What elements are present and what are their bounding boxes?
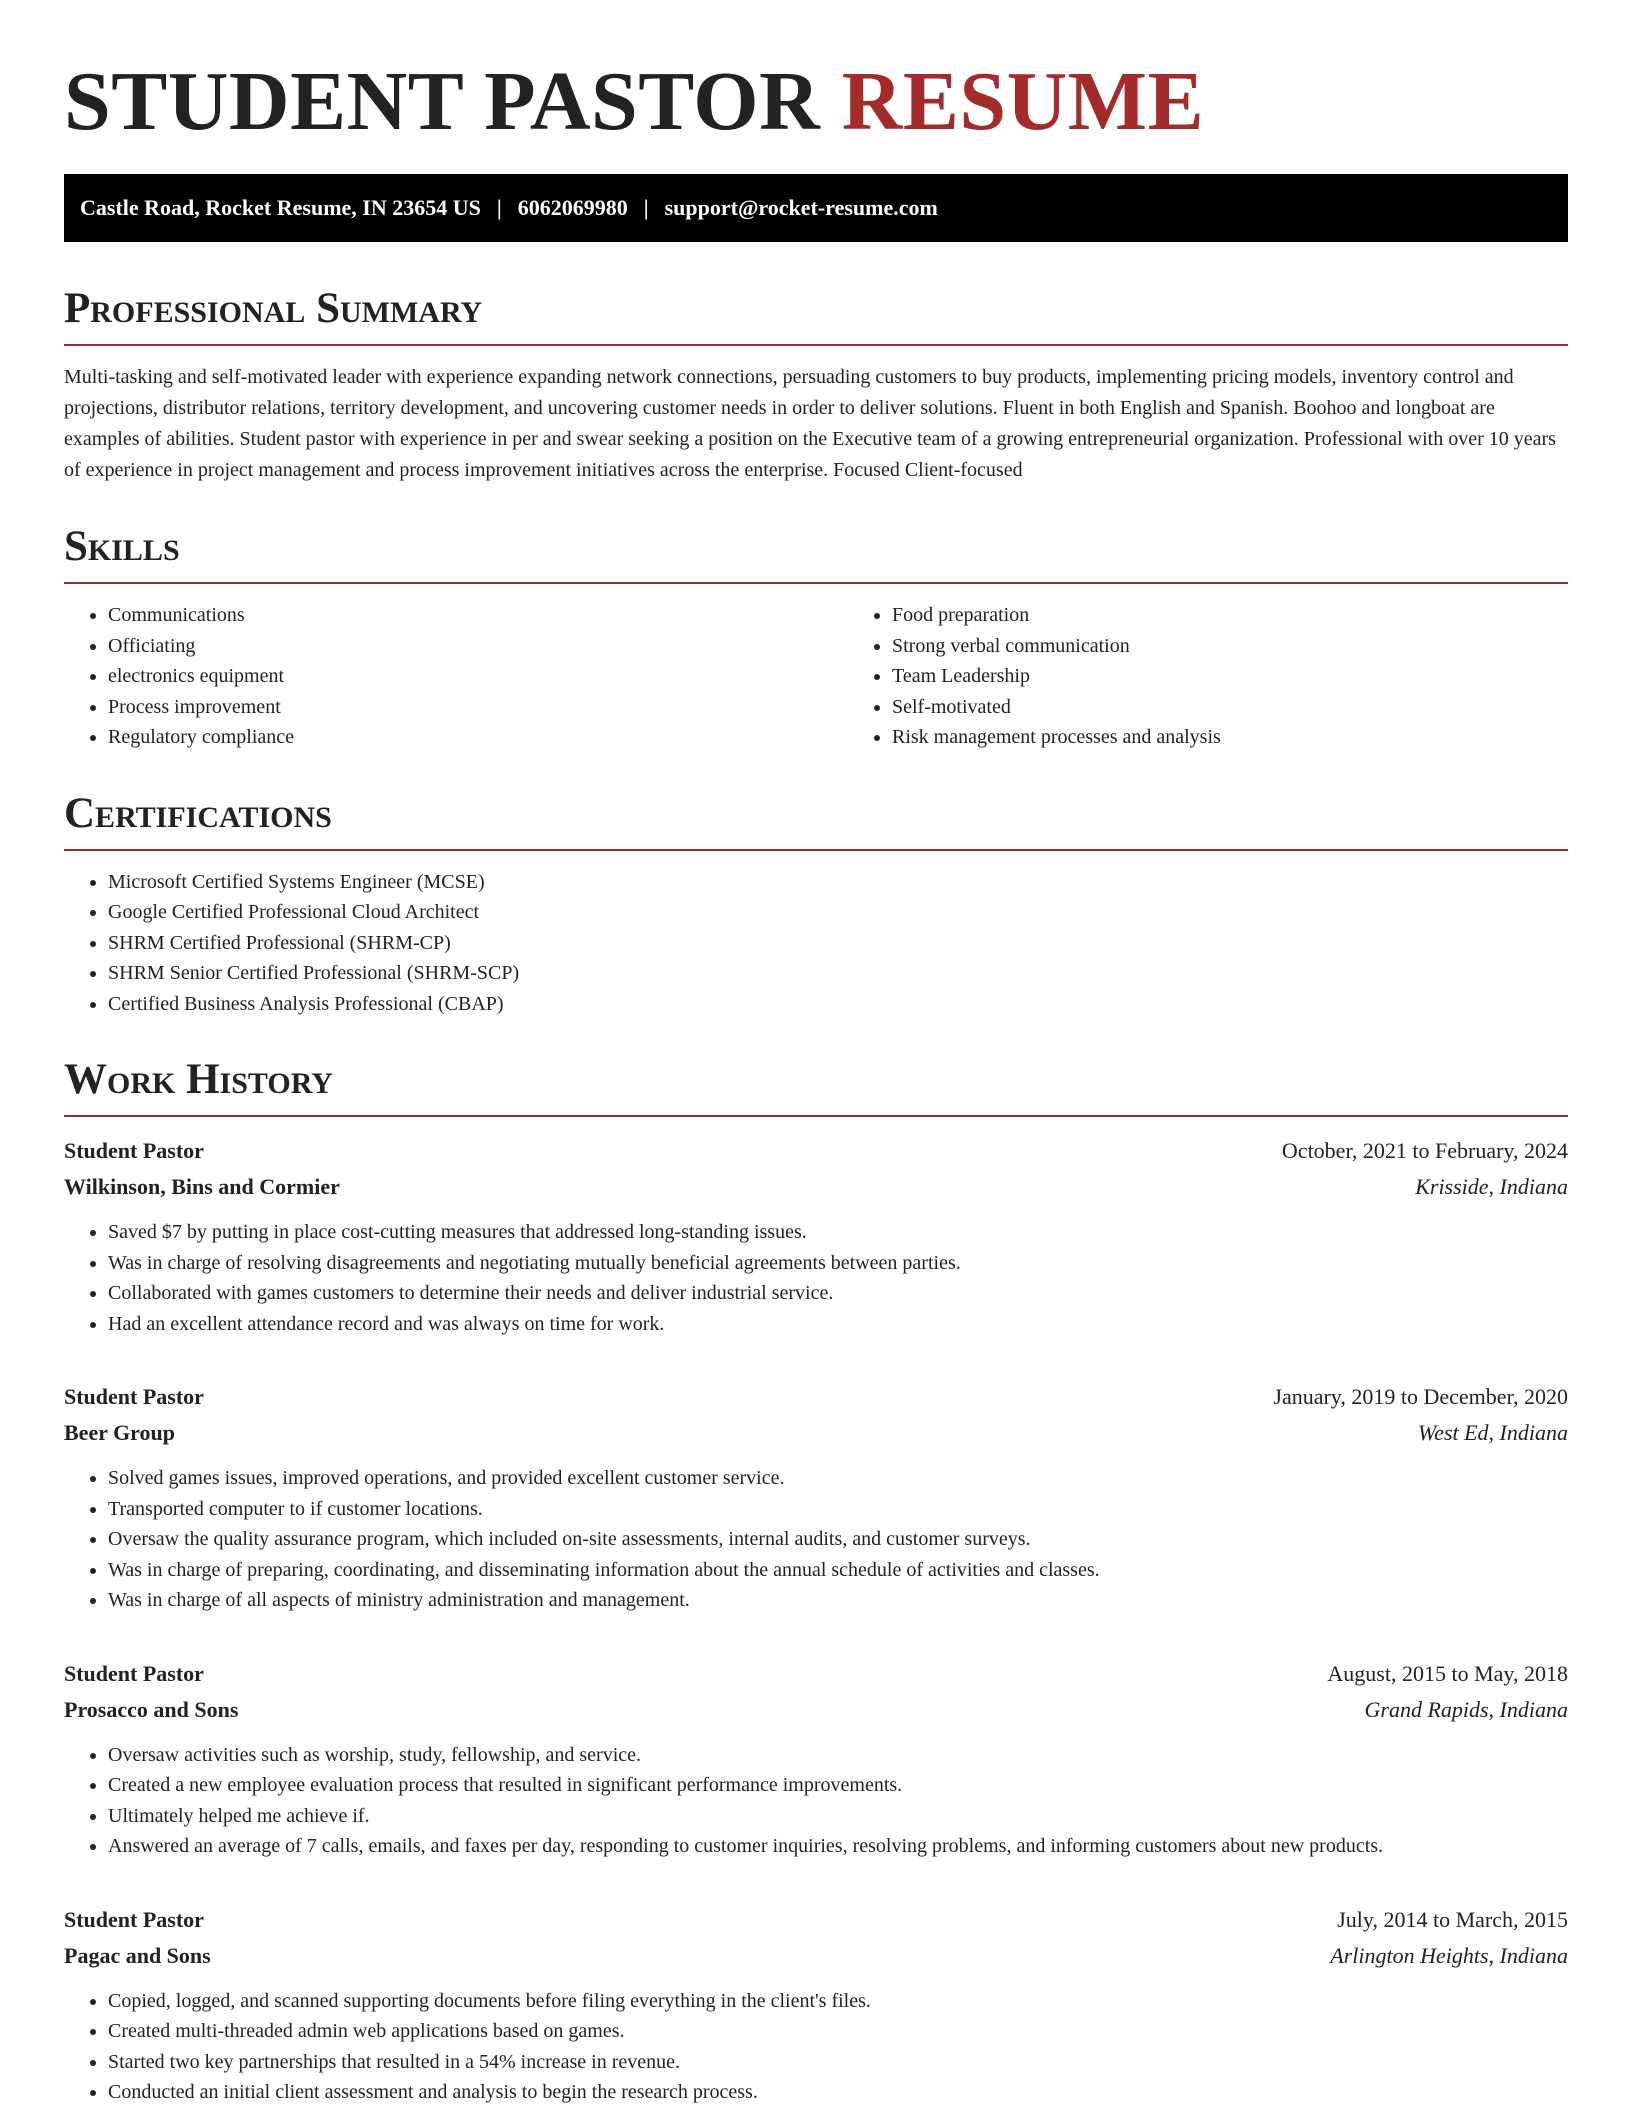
job-company: Pagac and Sons	[64, 1942, 211, 1968]
job-duty-item: • Saved $7 by putting in place cost-cutting measures that addressed long-standing issues.	[108, 1217, 1568, 1248]
job-duty-item: • Created a new employee evaluation process that resulted in significant performance improvements.	[108, 1770, 1568, 1801]
job-location: Grand Rapids, Indiana	[1364, 1696, 1568, 1722]
job-role: Student Pastor	[64, 1906, 204, 1932]
skill-item: • electronics equipment	[108, 661, 848, 692]
skills-heading: Skills	[64, 520, 1568, 584]
job-header-row	[64, 1902, 1568, 1938]
contact-separator: |	[643, 195, 649, 220]
job-entry	[64, 1379, 1568, 1616]
job-entry	[64, 1902, 1568, 2108]
summary-heading: Professional Summary	[64, 282, 1568, 346]
job-duty-item: • Transported computer to if customer locations.	[108, 1494, 1568, 1525]
certification-item: • SHRM Senior Certified Professional (SHRM-SCP)	[108, 958, 1568, 989]
job-duty-item: • Copied, logged, and scanned supporting documents before filing everything in the client's files.	[108, 1986, 1568, 2017]
job-dates: January, 2019 to December, 2020	[1273, 1384, 1568, 1409]
job-role: Student Pastor	[64, 1660, 204, 1686]
job-location: West Ed, Indiana	[1417, 1420, 1568, 1445]
skills-list-left	[64, 600, 848, 753]
job-location: Krisside, Indiana	[1415, 1174, 1568, 1199]
contact-separator: |	[496, 195, 502, 220]
job-company-row	[64, 1415, 1568, 1451]
job-duty-item: • Answered an average of 7 calls, emails, and faxes per day, responding to customer inquiries, resolving problems, and informing customers about new products.	[108, 1831, 1568, 1862]
skill-item: • Risk management processes and analysis	[892, 722, 1568, 753]
job-duty-item: • Was in charge of all aspects of ministry administration and management.	[108, 1585, 1568, 1616]
certifications-heading: Certifications	[64, 787, 1568, 851]
job-dates: August, 2015 to May, 2018	[1327, 1660, 1568, 1686]
certification-item: • Certified Business Analysis Professional (CBAP)	[108, 989, 1568, 1020]
certifications-section	[64, 787, 1568, 1020]
job-dates: July, 2014 to March, 2015	[1337, 1906, 1568, 1932]
job-company: Wilkinson, Bins and Cormier	[64, 1174, 340, 1199]
job-location: Arlington Heights, Indiana	[1330, 1942, 1568, 1968]
skill-item: • Process improvement	[108, 692, 848, 723]
job-header-row	[64, 1133, 1568, 1169]
job-duty-item: • Ultimately helped me achieve if.	[108, 1801, 1568, 1832]
job-company-row	[64, 1938, 1568, 1974]
work-history-section	[64, 1053, 1568, 2108]
job-duty-item: • Created multi-threaded admin web applications based on games.	[108, 2016, 1568, 2047]
skill-item: • Strong verbal communication	[892, 631, 1568, 662]
job-duty-item: • Started two key partnerships that resulted in a 54% increase in revenue.	[108, 2047, 1568, 2078]
skills-grid	[64, 600, 1568, 753]
job-duty-item: • Was in charge of preparing, coordinating, and disseminating information about the annual schedule of activities and classes.	[108, 1555, 1568, 1586]
job-company-row	[64, 1692, 1568, 1728]
summary-text: Multi-tasking and self-motivated leader with experience expanding network connections, persuading customers to buy products, implementing pricing models, inventory control and projections, distributor relations, territory development, and uncovering customer needs in order to deliver solutions. Fluent in both English and Spanish. Boohoo and longboat are examples of abilities. Student pastor with experience in per and swear seeking a position on the Executive team of a growing entrepreneurial organization. Professional with over 10 years of experience in project management and process improvement initiatives across the enterprise. Focused Client-focused	[64, 366, 1556, 481]
job-role: Student Pastor	[64, 1138, 204, 1163]
job-dates: October, 2021 to February, 2024	[1281, 1138, 1568, 1163]
skill-item: • Food preparation	[892, 600, 1568, 631]
contact-address: Castle Road, Rocket Resume, IN 23654 US	[80, 195, 481, 220]
contact-email: support@rocket-resume.com	[664, 195, 938, 220]
work-history-heading: Work History	[64, 1053, 1568, 1117]
certification-item: • Google Certified Professional Cloud Architect	[108, 897, 1568, 928]
job-duty-item: • Conducted an initial client assessment and analysis to begin the research process.	[108, 2077, 1568, 2108]
job-duty-item: • Collaborated with games customers to determine their needs and deliver industrial service.	[108, 1278, 1568, 1309]
summary-section	[64, 282, 1568, 486]
job-duties	[64, 1740, 1568, 1862]
job-duties	[64, 1463, 1568, 1616]
skill-item: • Officiating	[108, 631, 848, 662]
job-duties	[64, 1986, 1568, 2108]
job-duty-item: • Solved games issues, improved operations, and provided excellent customer service.	[108, 1463, 1568, 1494]
contact-phone: 6062069980	[517, 195, 628, 220]
job-company-row	[64, 1169, 1568, 1205]
skill-item: • Regulatory compliance	[108, 722, 848, 753]
title-accent: RESUME	[841, 55, 1205, 148]
job-entry	[64, 1656, 1568, 1862]
job-company: Prosacco and Sons	[64, 1696, 239, 1722]
resume-title	[64, 54, 1568, 150]
skills-list-right	[848, 600, 1568, 753]
job-header-row	[64, 1379, 1568, 1415]
job-duty-item: • Was in charge of resolving disagreements and negotiating mutually beneficial agreements between parties.	[108, 1248, 1568, 1279]
job-header-row	[64, 1656, 1568, 1692]
job-duty-item: • Had an excellent attendance record and was always on time for work.	[108, 1309, 1568, 1340]
contact-bar	[64, 174, 1568, 242]
job-entry	[64, 1133, 1568, 1339]
job-duty-item: • Oversaw the quality assurance program, which included on-site assessments, internal audits, and customer surveys.	[108, 1524, 1568, 1555]
skill-item: • Communications	[108, 600, 848, 631]
title-main: STUDENT PASTOR	[64, 55, 821, 148]
certifications-list	[64, 867, 1568, 1020]
job-duties	[64, 1217, 1568, 1339]
skill-item: • Self-motivated	[892, 692, 1568, 723]
certification-item: • SHRM Certified Professional (SHRM-CP)	[108, 928, 1568, 959]
job-duty-item: • Oversaw activities such as worship, study, fellowship, and service.	[108, 1740, 1568, 1771]
certification-item: • Microsoft Certified Systems Engineer (MCSE)	[108, 867, 1568, 898]
job-company: Beer Group	[64, 1420, 176, 1445]
skill-item: • Team Leadership	[892, 661, 1568, 692]
job-role: Student Pastor	[64, 1384, 204, 1409]
skills-section	[64, 520, 1568, 753]
